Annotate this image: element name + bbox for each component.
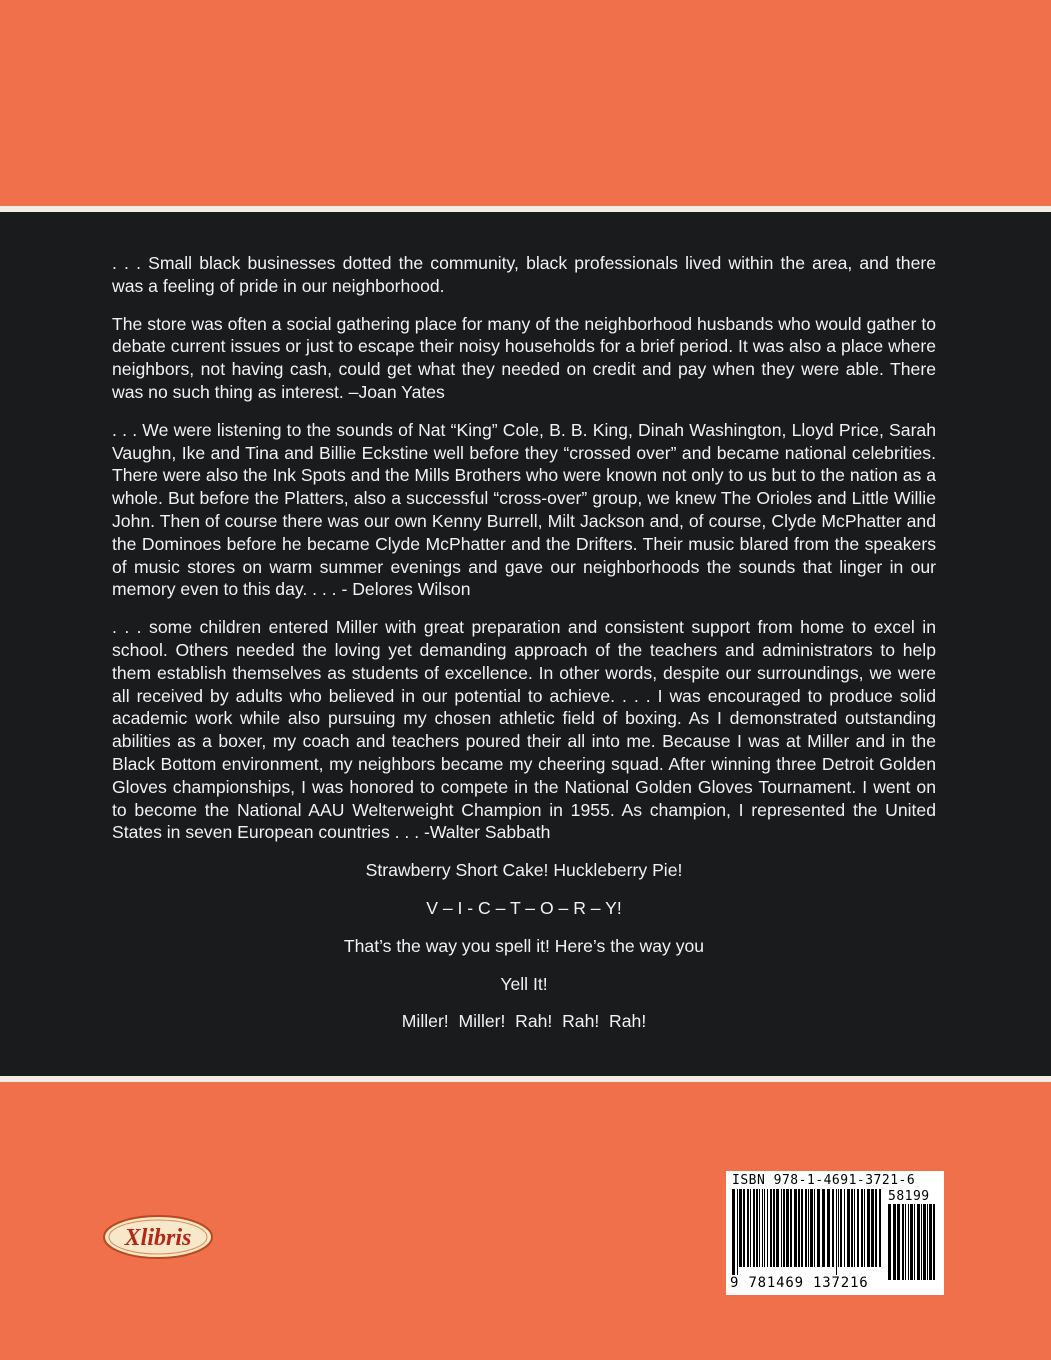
barcode-bar bbox=[914, 1204, 915, 1280]
barcode-bar bbox=[875, 1189, 877, 1267]
svg-text:Xlibris: Xlibris bbox=[124, 1225, 192, 1251]
addon-barcode-bars bbox=[888, 1204, 938, 1288]
barcode-bar bbox=[871, 1189, 874, 1267]
barcode-bar bbox=[781, 1189, 782, 1267]
barcode-bar bbox=[897, 1204, 900, 1280]
barcode-bar bbox=[879, 1189, 881, 1267]
barcode-bar bbox=[759, 1189, 760, 1267]
barcode-bar bbox=[893, 1204, 896, 1280]
barcode-bar bbox=[840, 1189, 842, 1267]
blurb-paragraph-3: . . . We were listening to the sounds of Nat “King” Cole, B. B. King, Dinah Washington, Lloyd Price, Sarah Vaughn, Ike and Tina and Billie Eckstine well before they “crossed over” and became national celebrities. There were also the Ink Spots and the Mills Brothers who were known not only to us but to the nation as a whole. But before the Platters, also a successful “cross-over” group, we knew The Orioles and Little Willie John. Then of course there was our own Kenny Burrell, Milt Jackson and, of course, Clyde McPhatter and the Dominoes before he became Clyde McPhatter and the Drifters. Their music blared from the speakers of music stores on warm summer evenings and gave our neighborhoods the sounds that linger in our memory even to this day. . . . - Delores Wilson bbox=[112, 419, 936, 600]
barcode-bar bbox=[854, 1189, 855, 1267]
top-orange-band bbox=[0, 0, 1051, 206]
barcode-bar bbox=[762, 1189, 763, 1267]
barcode-bar bbox=[836, 1189, 837, 1275]
barcode-bar bbox=[888, 1204, 891, 1280]
blurb-paragraph-4: . . . some children entered Miller with great preparation and consistent support from home to excel in school. Others needed the loving yet demanding approach of the teachers and administrators to help them establish themselves as students of excellence. In other words, despite our surroundings, we were all received by adults who believed in our potential to achieve. . . . I was encouraged to produce solid academic work while also pursuing my chosen athletic field of boxing. As I demonstrated outstanding abilities as a boxer, my coach and teachers poured their all into me. Because I was at Miller and in the Black Bottom environment, my neighbors became my cheering squad. After winning three Detroit Golden Gloves championships, I was honored to compete in the National Golden Gloves Tournament. I went on to become the National AAU Welterweight Champion in 1955. As champion, I represented the United States in seven European countries . . . -Walter Sabbath bbox=[112, 617, 936, 843]
barcode-bar bbox=[805, 1189, 807, 1267]
blurb-paragraph-1: . . . Small black businesses dotted the community, black professionals lived within the area, and there was a feeling of pride in our neighborhood. bbox=[112, 253, 936, 296]
barcode-bar bbox=[773, 1189, 775, 1267]
isbn-text: ISBN 978-1-4691-3721-6 bbox=[732, 1173, 916, 1188]
barcode-bar bbox=[770, 1189, 772, 1267]
chant-line-2: V – I - C – T – O – R – Y! bbox=[426, 897, 622, 918]
ean-barcode-bars bbox=[732, 1189, 884, 1275]
barcode-bar bbox=[917, 1204, 920, 1280]
blurb-text bbox=[112, 252, 936, 1048]
barcode-bar bbox=[790, 1189, 792, 1267]
barcode-bar bbox=[801, 1189, 803, 1267]
barcode-bar bbox=[929, 1204, 932, 1280]
barcode-bar bbox=[747, 1189, 749, 1267]
barcode-bar bbox=[867, 1189, 870, 1267]
barcode-bar bbox=[832, 1189, 834, 1267]
barcode-bar bbox=[737, 1189, 738, 1275]
barcode-bar bbox=[923, 1204, 926, 1280]
chant-line-1: Strawberry Short Cake! Huckleberry Pie! bbox=[365, 860, 683, 881]
barcode-bar bbox=[822, 1189, 825, 1267]
barcode-bar bbox=[764, 1189, 765, 1267]
barcode-bar bbox=[776, 1189, 779, 1267]
barcode-bar bbox=[927, 1204, 928, 1280]
barcode-bar bbox=[838, 1189, 839, 1267]
barcode-bar bbox=[844, 1189, 845, 1267]
chant-line-3: That’s the way you spell it! Here’s the way you bbox=[343, 935, 705, 956]
barcode-bar bbox=[861, 1189, 863, 1267]
isbn-barcode bbox=[726, 1171, 944, 1295]
barcode-bar bbox=[817, 1189, 820, 1267]
barcode-bar bbox=[732, 1189, 735, 1275]
barcode-bar bbox=[921, 1204, 922, 1280]
chant-line-5: Miller! Miller! Rah! Rah! Rah! bbox=[401, 1011, 647, 1032]
chant-line-4: Yell It! bbox=[500, 973, 548, 994]
barcode-bar bbox=[739, 1189, 742, 1267]
barcode-bar bbox=[910, 1204, 913, 1280]
barcode-bar bbox=[810, 1189, 813, 1267]
barcode-bar bbox=[786, 1189, 789, 1267]
barcode-bar bbox=[864, 1189, 865, 1267]
barcode-bar bbox=[808, 1189, 809, 1267]
barcode-bar bbox=[783, 1189, 785, 1267]
barcode-bar bbox=[756, 1189, 758, 1267]
barcode-bar bbox=[902, 1204, 904, 1280]
ean-digits-text: 9 781469 137216 bbox=[730, 1275, 869, 1291]
price-code-text: 58199 bbox=[888, 1189, 930, 1204]
barcode-bar bbox=[798, 1189, 800, 1267]
barcode-bar bbox=[905, 1204, 906, 1280]
barcode-bar bbox=[851, 1189, 853, 1267]
bottom-divider bbox=[0, 1076, 1051, 1082]
barcode-bar bbox=[857, 1189, 859, 1267]
xlibris-logo bbox=[102, 1214, 214, 1260]
barcode-bar bbox=[908, 1204, 909, 1280]
barcode-bar bbox=[814, 1189, 815, 1267]
barcode-bar bbox=[743, 1189, 745, 1267]
barcode-bar bbox=[847, 1189, 850, 1267]
barcode-bar bbox=[794, 1189, 797, 1267]
barcode-bar bbox=[753, 1189, 755, 1267]
barcode-bar bbox=[933, 1204, 935, 1280]
barcode-bar bbox=[750, 1189, 751, 1267]
barcode-bar bbox=[827, 1189, 830, 1267]
blurb-paragraph-2: The store was often a social gathering place for many of the neighborhood husbands who would gather to debate current issues or just to escape their noisy households for a brief period. It was also a place where neighbors, not having cash, could get what they needed on credit and pay when they were able. There was no such thing as interest. –Joan Yates bbox=[112, 313, 936, 402]
blurb-panel bbox=[0, 212, 1051, 1076]
barcode-bar bbox=[767, 1189, 768, 1267]
